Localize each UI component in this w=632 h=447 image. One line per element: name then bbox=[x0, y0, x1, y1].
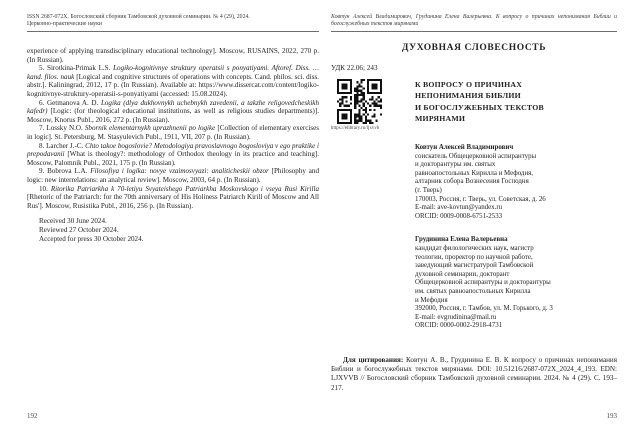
running-head-left bbox=[27, 14, 319, 28]
reference-text: [Logic: (for theological educational institutions, as well as religious studies departments)]. Moscow, Knorus Publ., 2016, 272 p. (In Russian). bbox=[27, 107, 319, 124]
author-info-line: им. святых равноапостольных Кирилла bbox=[415, 287, 531, 295]
running-head-left-line1: ISSN 2687-072X. Богословский сборник Тамбовской духовной семинарии. № 4 (29), 2024. bbox=[27, 14, 250, 20]
reference-entry bbox=[27, 185, 319, 211]
author-info-line: алтарник собора Вознесения Господня bbox=[415, 178, 529, 186]
title-row bbox=[331, 79, 617, 131]
qr-block bbox=[331, 79, 415, 131]
author-info-line: E-mail: evgrudinina@mail.ru bbox=[415, 313, 497, 321]
author-info-line: 170003, Россия, г. Тверь, ул. Советская, д. 26 bbox=[415, 195, 546, 203]
reference-title-transliterated: Logiko-kognitivnye struktury operatsii s ponyatiyami. Aftoref. Diss. … kand. filos. nauk bbox=[27, 64, 319, 81]
reference-text: 8. Larcher J.-C. bbox=[39, 141, 86, 150]
running-head-right: Ковтун Алексей Владимирович, Грудинина Елена Валерьевна. К вопросу о причинах непонимания Библии и богослужебных текстов мирянами bbox=[331, 14, 617, 27]
citation-text: Ковтун А. В., Грудинина Е. В. К вопросу о причинах непонимания Библии и богослужебных текстов мирянами. DOI: 10.51216/2687-072X_2024_4_193. EDN: LJXVVB // Богословский сборник Тамбовской духовной семинарии. 2024. № 4 (29). С. 193–217. bbox=[331, 355, 617, 392]
reference-text: experience of applying transdisciplinary educational technology]. Moscow, RUSAINS, 2022, 270 p. (In Russian). bbox=[27, 47, 319, 64]
article-title-line: НЕПОНИМАНИЯ БИБЛИИ bbox=[415, 91, 521, 101]
reference-title-transliterated: Chto takoe bogoslovie? Metodologiya pravoslavnogo bogosloviya v ego praktike i prepodavanii bbox=[27, 141, 319, 159]
reference-entry bbox=[27, 167, 319, 184]
author-info-line: ORCID: 0000-0002-2918-4731 bbox=[415, 322, 503, 330]
header-rule-left bbox=[27, 31, 319, 32]
author-info-line: равноапостольных Кирилла и Мефодия, bbox=[415, 169, 534, 177]
reference-text: 9. Bobrova L.A. bbox=[39, 167, 91, 176]
article-title-line: МИРЯНАМИ bbox=[415, 114, 466, 124]
reference-entry bbox=[27, 64, 319, 98]
citation-label: Для цитирования: bbox=[343, 355, 404, 364]
reference-text: 5. Sirotkina-Primak L.S. bbox=[39, 64, 114, 73]
date-line: Received 30 June 2024. bbox=[39, 217, 107, 226]
author-info-line: соискатель Общецерковной аспирантуры bbox=[415, 152, 537, 160]
reference-text: [Collection of elementary exercises in logic]. St. Petersburg, M. Stasyulevich Publ., 1911, VII, 207 p. (In Russian). bbox=[27, 124, 319, 141]
author-block bbox=[415, 144, 617, 221]
reference-text: [Logical and cognitive structures of operations with concepts. Cand. philos. sci. diss. abstr.]. Kaliningrad, 2012, 17 p. (In Russian). Available at: https://www.dissercat.com/content/logiko-kognitivnye-struktury-operatsii-s-ponyatiyami (accessed: 15.08.2024). bbox=[27, 72, 319, 98]
author-block bbox=[415, 236, 617, 331]
author-info-line: кандидат филологических наук, магистр bbox=[415, 244, 534, 252]
page-left bbox=[27, 14, 319, 243]
reference-title-transliterated: Ritorika Patriarkha k 70-letiyu Svyateishego Patriarkha Moskovskogo i vseya Rusi Kirilla bbox=[50, 184, 319, 193]
page-right bbox=[331, 14, 617, 393]
author-info-line: (г. Тверь) bbox=[415, 186, 442, 194]
author-info-line: E-mail: ave-kovtun@yandex.ru bbox=[415, 204, 503, 212]
reference-entry bbox=[27, 124, 319, 141]
author-info-line: духовной семинарии, докторант bbox=[415, 270, 510, 278]
reference-title-transliterated: Sbornik elementarnykh uprazhnenii po logike bbox=[84, 124, 218, 133]
references-list bbox=[27, 47, 319, 210]
article-title bbox=[415, 79, 544, 125]
date-line: Reviewed 27 October 2024. bbox=[39, 225, 119, 234]
author-info-line: Общецерковной аспирантуры и докторантуры bbox=[415, 279, 551, 287]
author-info-line: 392000, Россия, г. Тамбов, ул. М. Горького, д. 3 bbox=[415, 305, 553, 313]
udc-code: УДК 22.06; 243 bbox=[331, 64, 378, 72]
reference-entry bbox=[27, 99, 319, 125]
reference-text: [What is theology?: methodology of Orthodox theology in its practice and teaching]. Moscow, Palomnik Publ., 2021, 175 p. (In Russian). bbox=[27, 150, 320, 167]
author-info-line: и Мефодия bbox=[415, 296, 448, 304]
date-line: Accepted for press 30 October 2024. bbox=[39, 234, 144, 243]
author-info-line: и докторантуры им. святых bbox=[415, 161, 496, 169]
qr-link-text: https://elibrary.ru/ljxvvb bbox=[331, 126, 380, 131]
citation-block bbox=[331, 356, 617, 393]
page-number-left: 192 bbox=[27, 412, 38, 420]
author-name: Грудинина Елена Валерьевна bbox=[415, 236, 508, 244]
author-info-line: заведующий магистратурой Тамбовской bbox=[415, 262, 534, 270]
section-title: ДУХОВНАЯ СЛОВЕСНОСТЬ bbox=[401, 43, 547, 53]
running-head-left-line2: Церковно-практические науки bbox=[27, 21, 103, 27]
reference-text: 7. Lossky N.O. bbox=[39, 124, 85, 133]
article-title-line: И БОГОСЛУЖЕБНЫХ ТЕКСТОВ bbox=[415, 102, 544, 112]
dates-block bbox=[27, 217, 319, 243]
header-rule-right bbox=[331, 31, 617, 32]
reference-title-transliterated: Filosofiya i logika: novye vzaimosvyazi: analiticheskii obzor bbox=[90, 167, 272, 176]
authors-section bbox=[331, 144, 617, 331]
reference-text: 6. Getmanova A. D. bbox=[39, 98, 101, 107]
reference-text: [Rhetoric of the Patriarch: for the 70th anniversary of His Holiness Patriarch Kirill of Moscow and All Rus']. Moscow, Rusistika Publ., 2016, 256 p. (In Russian). bbox=[27, 193, 319, 210]
reference-text: [Philosophy and logic: new interrelations: an analytical review]. Moscow, 2003, 64 p. (In Russian). bbox=[27, 167, 319, 184]
qr-code-icon bbox=[337, 79, 382, 124]
reference-title-transliterated: Logika (dlya dukhovnykh uchebnykh zavedenii, a takzhe religovedcheskikh kafedr) bbox=[27, 98, 319, 116]
author-info-line: теологии, проректор по научной работе, bbox=[415, 253, 533, 261]
page-number-right: 193 bbox=[606, 412, 617, 420]
reference-text: 10. bbox=[39, 184, 51, 193]
author-info-line: ORCID: 0009-0008-6751-2533 bbox=[415, 212, 503, 220]
reference-entry bbox=[27, 47, 319, 64]
article-title-line: К ВОПРОСУ О ПРИЧИНАХ bbox=[415, 80, 523, 89]
reference-entry bbox=[27, 142, 319, 168]
author-name: Ковтун Алексей Владимирович bbox=[415, 144, 514, 151]
